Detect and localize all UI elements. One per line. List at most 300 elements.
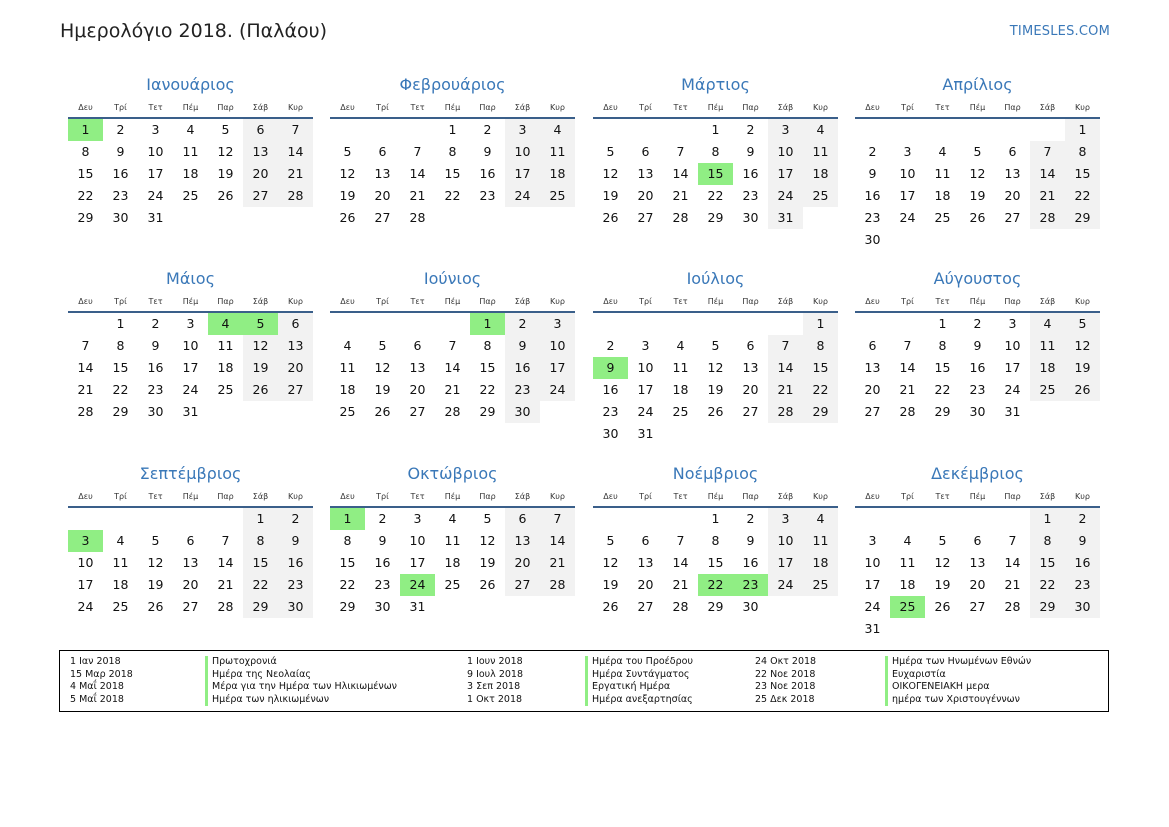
empty-day-cell xyxy=(1030,229,1065,251)
day-cell: 3 xyxy=(768,119,803,141)
day-cell: 11 xyxy=(899,555,916,570)
empty-day-cell xyxy=(173,207,208,229)
legend-holiday-name: Μέρα για την Ημέρα των Ηλικιωμένων xyxy=(205,681,397,694)
day-cell: 22 xyxy=(444,188,461,203)
empty-day-cell xyxy=(925,119,960,141)
day-cell: 6 xyxy=(973,533,982,548)
day-cell: 9 xyxy=(378,533,387,548)
day-cell: 10 xyxy=(899,166,916,181)
day-cell: 28 xyxy=(899,404,916,419)
day-cell: 23 xyxy=(278,574,313,596)
day-cell: 21 xyxy=(1004,577,1021,592)
weekday-label: Τρί xyxy=(114,103,127,112)
weekday-label: Τρί xyxy=(114,297,127,306)
day-cell: 16 xyxy=(278,552,313,574)
week-row xyxy=(330,313,575,335)
weekday-header-row xyxy=(68,101,313,119)
day-cell: 26 xyxy=(147,599,164,614)
legend-names-col-2 xyxy=(585,656,693,706)
day-cell: 18 xyxy=(934,188,951,203)
day-cell: 12 xyxy=(339,166,356,181)
day-cell: 2 xyxy=(378,511,387,526)
empty-day-cell xyxy=(663,119,698,141)
empty-day-cell xyxy=(663,508,698,530)
weekday-label: Σάβ xyxy=(777,297,794,306)
day-cell: 31 xyxy=(1004,404,1021,419)
day-cell: 4 xyxy=(1030,313,1065,335)
empty-day-cell xyxy=(435,596,470,618)
day-cell: 17 xyxy=(899,188,916,203)
day-cell: 23 xyxy=(864,210,881,225)
day-cell: 3 xyxy=(413,511,422,526)
empty-day-cell xyxy=(890,119,925,141)
weekday-label: Τετ xyxy=(410,297,425,306)
day-cell: 7 xyxy=(768,335,803,357)
day-cell: 10 xyxy=(540,335,575,357)
day-cell: 16 xyxy=(602,382,619,397)
weekday-header-row xyxy=(593,295,838,313)
day-cell: 9 xyxy=(151,338,160,353)
day-cell: 8 xyxy=(343,533,352,548)
day-cell: 6 xyxy=(413,338,422,353)
day-cell: 6 xyxy=(243,119,278,141)
week-row xyxy=(593,596,838,618)
week-row xyxy=(593,574,838,596)
day-cell: 30 xyxy=(112,210,129,225)
day-cell: 4 xyxy=(938,144,947,159)
day-cell: 27 xyxy=(182,599,199,614)
day-cell: 15 xyxy=(243,552,278,574)
weekday-label: Τετ xyxy=(935,297,950,306)
empty-day-cell xyxy=(103,508,138,530)
holiday-day-cell: 25 xyxy=(890,596,925,618)
weekday-label: Κυρ xyxy=(1075,492,1090,501)
week-row xyxy=(68,335,313,357)
day-cell: 27 xyxy=(1004,210,1021,225)
day-cell: 24 xyxy=(182,382,199,397)
day-cell: 21 xyxy=(768,379,803,401)
week-row xyxy=(593,508,838,530)
day-cell: 7 xyxy=(1008,533,1017,548)
empty-day-cell xyxy=(435,207,470,229)
site-link[interactable]: TIMESLES.COM xyxy=(1009,24,1110,39)
weekday-label: Πέμ xyxy=(444,103,461,112)
empty-day-cell xyxy=(278,401,313,423)
day-cell: 13 xyxy=(969,555,986,570)
weekday-header-row xyxy=(68,295,313,313)
day-cell: 1 xyxy=(711,122,720,137)
day-cell: 27 xyxy=(278,379,313,401)
day-cell: 12 xyxy=(217,144,234,159)
month-name: Ιούλιος xyxy=(686,269,745,288)
day-cell: 29 xyxy=(707,599,724,614)
day-cell: 18 xyxy=(112,577,129,592)
day-cell: 23 xyxy=(479,188,496,203)
week-row xyxy=(593,423,838,445)
day-cell: 6 xyxy=(1008,144,1017,159)
legend-dates-col-2 xyxy=(467,656,523,706)
day-cell: 29 xyxy=(479,404,496,419)
day-cell: 27 xyxy=(637,210,654,225)
weekday-label: Τετ xyxy=(935,103,950,112)
empty-day-cell xyxy=(995,618,1030,640)
day-cell: 9 xyxy=(973,338,982,353)
day-cell: 15 xyxy=(707,555,724,570)
day-cell: 11 xyxy=(934,166,951,181)
day-cell: 28 xyxy=(540,574,575,596)
weekday-label: Τρί xyxy=(376,103,389,112)
week-row xyxy=(330,379,575,401)
empty-day-cell xyxy=(890,508,925,530)
month-calendar xyxy=(330,72,575,229)
day-cell: 26 xyxy=(339,210,356,225)
day-cell: 2 xyxy=(505,313,540,335)
day-cell: 27 xyxy=(505,574,540,596)
weekday-label: Παρ xyxy=(479,297,496,306)
legend-holiday-name: Ημέρα των Ηνωμένων Εθνών xyxy=(885,656,1031,669)
week-row xyxy=(330,508,575,530)
month-calendar xyxy=(855,266,1100,423)
weekday-label: Τρί xyxy=(901,492,914,501)
day-cell: 3 xyxy=(186,316,195,331)
empty-day-cell xyxy=(698,313,733,335)
week-row xyxy=(855,185,1100,207)
day-cell: 18 xyxy=(803,163,838,185)
day-cell: 31 xyxy=(147,210,164,225)
day-cell: 16 xyxy=(147,360,164,375)
week-row xyxy=(68,552,313,574)
empty-day-cell xyxy=(890,618,925,640)
page-title: Ημερολόγιο 2018. (Παλάου) xyxy=(60,20,327,42)
weekday-label: Κυρ xyxy=(813,297,828,306)
day-cell: 22 xyxy=(1030,574,1065,596)
day-cell: 28 xyxy=(278,185,313,207)
legend-names-col-1 xyxy=(205,656,397,706)
day-cell: 23 xyxy=(602,404,619,419)
weekday-label: Δευ xyxy=(78,103,93,112)
day-cell: 10 xyxy=(77,555,94,570)
day-cell: 10 xyxy=(505,141,540,163)
day-cell: 10 xyxy=(182,338,199,353)
legend-holiday-name: ΟΙΚΟΓΕΝΕΙΑΚΗ μερα xyxy=(885,681,1031,694)
empty-day-cell xyxy=(593,313,628,335)
empty-day-cell xyxy=(855,508,890,530)
day-cell: 16 xyxy=(505,357,540,379)
day-cell: 9 xyxy=(278,530,313,552)
weekday-label: Πέμ xyxy=(707,492,724,501)
day-cell: 4 xyxy=(540,119,575,141)
day-cell: 21 xyxy=(540,552,575,574)
weekday-label: Παρ xyxy=(1004,492,1021,501)
month-calendar xyxy=(593,72,838,229)
empty-day-cell xyxy=(540,596,575,618)
day-cell: 3 xyxy=(768,508,803,530)
day-cell: 13 xyxy=(243,141,278,163)
day-cell: 1 xyxy=(116,316,125,331)
day-cell: 15 xyxy=(112,360,129,375)
week-row xyxy=(593,207,838,229)
day-cell: 8 xyxy=(1030,530,1065,552)
day-cell: 25 xyxy=(112,599,129,614)
holiday-day-cell: 1 xyxy=(68,119,103,141)
day-cell: 13 xyxy=(637,555,654,570)
weekday-label: Παρ xyxy=(479,103,496,112)
day-cell: 16 xyxy=(864,188,881,203)
day-cell: 12 xyxy=(374,360,391,375)
day-cell: 31 xyxy=(409,599,426,614)
empty-day-cell xyxy=(593,508,628,530)
week-row xyxy=(855,379,1100,401)
holiday-day-cell: 5 xyxy=(243,313,278,335)
week-row xyxy=(593,552,838,574)
week-row xyxy=(855,574,1100,596)
day-cell: 6 xyxy=(746,338,755,353)
empty-day-cell xyxy=(855,119,890,141)
empty-day-cell xyxy=(925,508,960,530)
day-cell: 17 xyxy=(77,577,94,592)
weekday-label: Δευ xyxy=(865,492,880,501)
day-cell: 24 xyxy=(1004,382,1021,397)
empty-day-cell xyxy=(768,596,803,618)
week-row xyxy=(68,530,313,552)
day-cell: 22 xyxy=(339,577,356,592)
day-cell: 21 xyxy=(672,577,689,592)
day-cell: 12 xyxy=(243,335,278,357)
day-cell: 11 xyxy=(444,533,461,548)
day-cell: 25 xyxy=(444,577,461,592)
day-cell: 3 xyxy=(1008,316,1017,331)
day-cell: 7 xyxy=(1030,141,1065,163)
day-cell: 11 xyxy=(803,530,838,552)
day-cell: 17 xyxy=(147,166,164,181)
weekday-label: Πέμ xyxy=(969,492,986,501)
week-row xyxy=(68,141,313,163)
day-cell: 2 xyxy=(746,511,755,526)
weekday-label: Παρ xyxy=(479,492,496,501)
legend-dates-col-1 xyxy=(70,656,133,706)
day-cell: 16 xyxy=(112,166,129,181)
day-cell: 1 xyxy=(803,313,838,335)
day-cell: 4 xyxy=(343,338,352,353)
weekday-label: Σάβ xyxy=(514,492,531,501)
day-cell: 13 xyxy=(505,530,540,552)
day-cell: 20 xyxy=(637,188,654,203)
holiday-day-cell: 1 xyxy=(330,508,365,530)
day-cell: 17 xyxy=(768,552,803,574)
legend-date: 4 Μαΐ 2018 xyxy=(70,681,124,692)
day-cell: 28 xyxy=(409,210,426,225)
empty-day-cell xyxy=(243,207,278,229)
day-cell: 20 xyxy=(374,188,391,203)
day-cell: 5 xyxy=(973,144,982,159)
empty-day-cell xyxy=(855,313,890,335)
day-cell: 1 xyxy=(938,316,947,331)
day-cell: 25 xyxy=(934,210,951,225)
day-cell: 27 xyxy=(969,599,986,614)
day-cell: 7 xyxy=(540,508,575,530)
empty-day-cell xyxy=(960,508,995,530)
weekday-label: Πέμ xyxy=(969,297,986,306)
holiday-day-cell: 23 xyxy=(733,574,768,596)
weekday-label: Παρ xyxy=(742,297,759,306)
day-cell: 20 xyxy=(637,577,654,592)
week-row xyxy=(330,401,575,423)
week-row xyxy=(330,530,575,552)
empty-day-cell xyxy=(1030,119,1065,141)
day-cell: 6 xyxy=(868,338,877,353)
empty-day-cell xyxy=(803,207,838,229)
day-cell: 15 xyxy=(803,357,838,379)
empty-day-cell xyxy=(1030,401,1065,423)
day-cell: 8 xyxy=(448,144,457,159)
week-row xyxy=(68,401,313,423)
empty-day-cell xyxy=(208,207,243,229)
legend-date: 25 Δεκ 2018 xyxy=(755,693,815,705)
empty-day-cell xyxy=(995,119,1030,141)
empty-day-cell xyxy=(470,207,505,229)
day-cell: 5 xyxy=(1065,313,1100,335)
day-cell: 15 xyxy=(1065,163,1100,185)
legend-date: 15 Μαρ 2018 xyxy=(70,668,133,680)
week-row xyxy=(68,357,313,379)
day-cell: 10 xyxy=(768,141,803,163)
day-cell: 30 xyxy=(602,426,619,441)
weekday-label: Δευ xyxy=(603,103,618,112)
day-cell: 26 xyxy=(374,404,391,419)
weekday-label: Τρί xyxy=(901,103,914,112)
day-cell: 20 xyxy=(505,552,540,574)
empty-day-cell xyxy=(628,508,663,530)
day-cell: 4 xyxy=(116,533,125,548)
day-cell: 14 xyxy=(899,360,916,375)
day-cell: 7 xyxy=(903,338,912,353)
empty-day-cell xyxy=(960,229,995,251)
week-row xyxy=(855,229,1100,251)
month-name: Ιούνιος xyxy=(423,269,482,288)
week-row xyxy=(855,530,1100,552)
legend-holiday-name: Πρωτοχρονιά xyxy=(205,656,397,669)
day-cell: 6 xyxy=(641,144,650,159)
day-cell: 21 xyxy=(409,188,426,203)
day-cell: 12 xyxy=(969,166,986,181)
day-cell: 19 xyxy=(602,577,619,592)
day-cell: 10 xyxy=(637,360,654,375)
day-cell: 3 xyxy=(903,144,912,159)
day-cell: 28 xyxy=(768,401,803,423)
day-cell: 25 xyxy=(672,404,689,419)
day-cell: 16 xyxy=(742,166,759,181)
weekday-label: Τρί xyxy=(376,492,389,501)
day-cell: 1 xyxy=(448,122,457,137)
day-cell: 28 xyxy=(1004,599,1021,614)
week-row xyxy=(855,141,1100,163)
empty-day-cell xyxy=(1065,229,1100,251)
day-cell: 25 xyxy=(540,185,575,207)
day-cell: 7 xyxy=(413,144,422,159)
day-cell: 8 xyxy=(243,530,278,552)
day-cell: 13 xyxy=(182,555,199,570)
day-cell: 13 xyxy=(1004,166,1021,181)
week-row xyxy=(68,185,313,207)
empty-day-cell xyxy=(733,313,768,335)
day-cell: 11 xyxy=(182,144,199,159)
empty-day-cell xyxy=(68,313,103,335)
day-cell: 27 xyxy=(864,404,881,419)
week-row xyxy=(68,163,313,185)
holiday-day-cell: 3 xyxy=(68,530,103,552)
weekday-label: Τρί xyxy=(639,103,652,112)
legend-holiday-name: ημέρα των Χριστουγέννων xyxy=(885,694,1031,707)
weekday-label: Παρ xyxy=(742,492,759,501)
day-cell: 22 xyxy=(77,188,94,203)
day-cell: 18 xyxy=(540,163,575,185)
day-cell: 6 xyxy=(641,533,650,548)
legend-holiday-name: Ημέρα της Νεολαίας xyxy=(205,669,397,682)
weekday-label: Πέμ xyxy=(444,492,461,501)
weekday-label: Τετ xyxy=(935,492,950,501)
day-cell: 30 xyxy=(969,404,986,419)
legend-date: 23 Νοε 2018 xyxy=(755,681,816,692)
weekday-label: Τετ xyxy=(148,297,163,306)
empty-day-cell xyxy=(330,119,365,141)
weekday-label: Κυρ xyxy=(1075,297,1090,306)
day-cell: 4 xyxy=(803,508,838,530)
day-cell: 2 xyxy=(973,316,982,331)
day-cell: 2 xyxy=(1065,508,1100,530)
day-cell: 30 xyxy=(505,401,540,423)
weekday-label: Κυρ xyxy=(813,103,828,112)
day-cell: 13 xyxy=(742,360,759,375)
day-cell: 5 xyxy=(606,533,615,548)
empty-day-cell xyxy=(925,618,960,640)
day-cell: 23 xyxy=(969,382,986,397)
day-cell: 17 xyxy=(637,382,654,397)
day-cell: 20 xyxy=(1004,188,1021,203)
day-cell: 18 xyxy=(444,555,461,570)
month-name: Απρίλιος xyxy=(942,75,1013,94)
empty-day-cell xyxy=(400,313,435,335)
empty-day-cell xyxy=(890,313,925,335)
legend-date: 5 Μαΐ 2018 xyxy=(70,693,124,705)
day-cell: 21 xyxy=(1030,185,1065,207)
day-cell: 19 xyxy=(969,188,986,203)
day-cell: 26 xyxy=(602,599,619,614)
weekday-label: Δευ xyxy=(865,103,880,112)
week-row xyxy=(330,185,575,207)
weekday-label: Τρί xyxy=(114,492,127,501)
day-cell: 8 xyxy=(803,335,838,357)
week-row xyxy=(593,141,838,163)
week-row xyxy=(855,207,1100,229)
day-cell: 27 xyxy=(374,210,391,225)
month-calendar xyxy=(68,266,313,423)
day-cell: 7 xyxy=(221,533,230,548)
day-cell: 28 xyxy=(77,404,94,419)
day-cell: 24 xyxy=(768,185,803,207)
legend-date: 24 Οκτ 2018 xyxy=(755,656,817,667)
empty-day-cell xyxy=(68,508,103,530)
day-cell: 4 xyxy=(676,338,685,353)
month-name: Σεπτέμβριος xyxy=(139,464,242,483)
week-row xyxy=(330,596,575,618)
day-cell: 24 xyxy=(505,185,540,207)
day-cell: 9 xyxy=(868,166,877,181)
week-row xyxy=(855,508,1100,530)
day-cell: 24 xyxy=(540,379,575,401)
day-cell: 2 xyxy=(278,508,313,530)
day-cell: 26 xyxy=(934,599,951,614)
day-cell: 16 xyxy=(374,555,391,570)
